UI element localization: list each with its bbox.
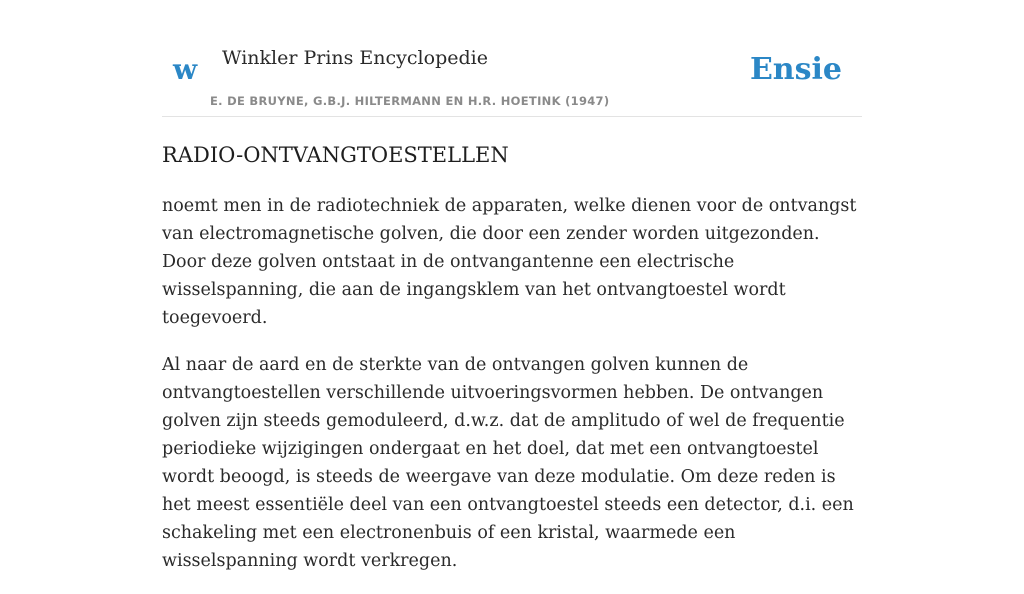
source-header — [162, 0, 862, 117]
entry-paragraph: Al naar de aard en de sterkte van de ontvangen golven kunnen de ontvangtoestellen verschillende uitvoeringsvormen hebben. De ontvangen golven zijn steeds gemoduleerd, d.w.z. dat de amplitudo of wel de frequentie periodieke wijzigingen ondergaat en het doel, dat met een ontvangtoestel wordt beoogd, is steeds de weergave van deze modulatie. Om deze reden is het meest essentiële deel van een ontvangtoestel steeds een detector, d.i. een schakeling met een electronenbuis of een kristal, waarmede een wisselspanning wordt verkregen. — [162, 355, 854, 571]
winkler-prins-logo-icon[interactable]: w — [173, 53, 198, 86]
entry-paragraph: noemt men in de radiotechniek de apparaten, welke dienen voor de ontvangst van electromagnetische golven, die door een zender worden uitgezonden. Door deze golven ontstaat in de ontvangantenne een electrische wisselspanning, die aan de ingangsklem van het ontvangtoestel wordt toegevoerd. — [162, 196, 857, 328]
entry-title: RADIO-ONTVANGTOESTELLEN — [162, 143, 509, 167]
source-authors: E. DE BRUYNE, G.B.J. HILTERMANN EN H.R. HOETINK (1947) — [210, 94, 610, 108]
source-title[interactable]: Winkler Prins Encyclopedie — [222, 47, 488, 69]
ensie-logo[interactable]: Ensie — [749, 52, 842, 87]
entry-body — [162, 192, 862, 594]
